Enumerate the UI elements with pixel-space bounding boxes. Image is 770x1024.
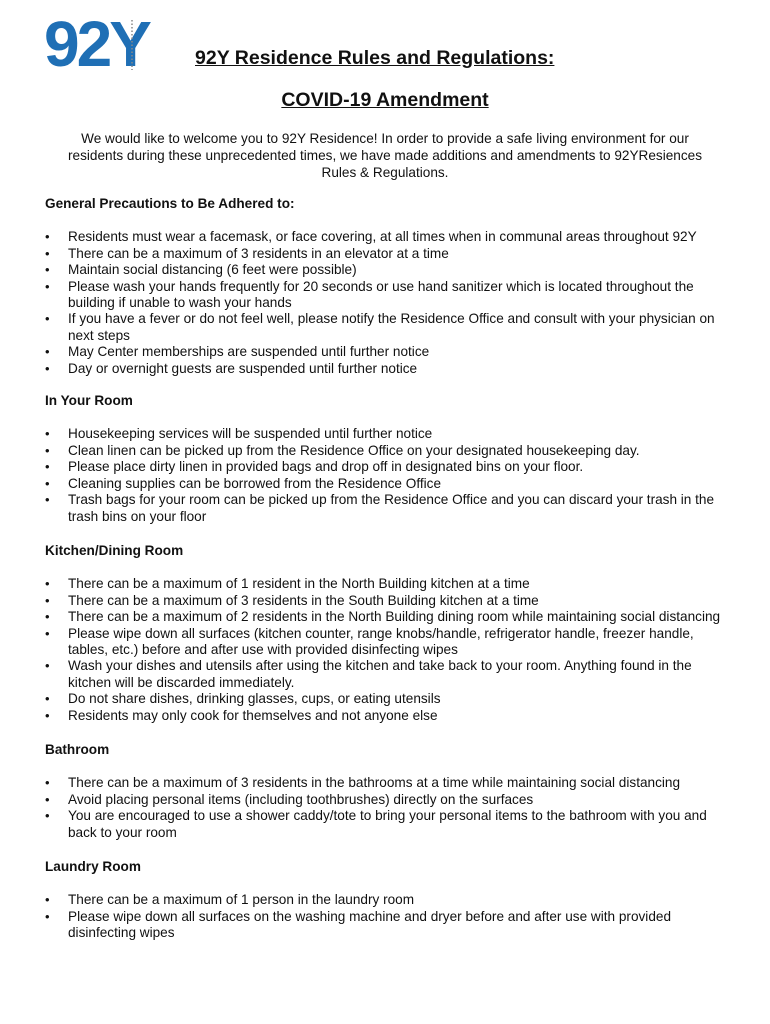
bullet-list	[45, 426, 735, 524]
section-heading: General Precautions to Be Adhered to:	[45, 196, 295, 211]
section-laundry-room	[45, 859, 735, 942]
list-item: • Day or overnight guests are suspended until further notice	[45, 361, 735, 377]
section-heading: Bathroom	[45, 741, 110, 757]
logo-text: 92Y	[44, 16, 149, 72]
section-general-precautions	[45, 196, 735, 377]
list-item: • There can be a maximum of 1 resident in the North Building kitchen at a time	[45, 576, 735, 592]
section-heading: In Your Room	[45, 393, 133, 409]
list-item: • Residents may only cook for themselves and not anyone else	[45, 708, 735, 724]
section-kitchen-dining	[45, 543, 735, 724]
list-item: • Please wipe down all surfaces (kitchen counter, range knobs/handle, refrigerator handle, freezer handle, tables, etc.) before and after use with provided disinfecting wipes	[45, 626, 735, 659]
list-item: • Please place dirty linen in provided bags and drop off in designated bins on your floor.	[45, 459, 735, 475]
list-item: • There can be a maximum of 1 person in the laundry room	[45, 892, 735, 908]
list-item: • Avoid placing personal items (including toothbrushes) directly on the surfaces	[45, 792, 735, 808]
bullet-list	[45, 576, 735, 724]
list-item: • Cleaning supplies can be borrowed from the Residence Office	[45, 476, 735, 492]
bullet-list	[45, 775, 735, 841]
section-heading: Laundry Room	[45, 859, 141, 874]
92y-logo-graphic	[44, 16, 189, 72]
list-item: • Clean linen can be picked up from the Residence Office on your designated housekeeping day.	[45, 443, 735, 459]
section-bathroom	[45, 742, 735, 841]
section-heading: Kitchen/Dining Room	[45, 542, 184, 558]
list-item: • Residents must wear a facemask, or face covering, at all times when in communal areas throughout 92Y	[45, 229, 735, 245]
list-item: • You are encouraged to use a shower caddy/tote to bring your personal items to the bathroom with you and back to your room	[45, 808, 735, 841]
list-item: • Do not share dishes, drinking glasses, cups, or eating utensils	[45, 691, 735, 707]
page-title: 92Y Residence Rules and Regulations:	[195, 47, 555, 69]
page-subtitle: COVID-19 Amendment	[281, 89, 489, 111]
list-item: • There can be a maximum of 3 residents in the bathrooms at a time while maintaining social distancing	[45, 775, 735, 791]
list-item: • Please wipe down all surfaces on the washing machine and dryer before and after use with provided disinfecting wipes	[45, 909, 735, 942]
list-item: • May Center memberships are suspended until further notice	[45, 344, 735, 360]
list-item: • There can be a maximum of 3 residents in an elevator at a time	[45, 246, 735, 262]
document-body	[45, 196, 735, 942]
list-item: • Maintain social distancing (6 feet were possible)	[45, 262, 735, 278]
list-item: • Trash bags for your room can be picked up from the Residence Office and you can discard your trash in the trash bins on your floor	[45, 492, 735, 525]
list-item: • There can be a maximum of 2 residents in the North Building dining room while maintaining social distancing	[45, 609, 735, 625]
list-item: • Wash your dishes and utensils after using the kitchen and take back to your room. Anything found in the kitchen will be discarded immediately.	[45, 658, 735, 691]
intro-paragraph: We would like to welcome you to 92Y Residence! In order to provide a safe living environment for our residents during these unprecedented times, we have made additions and amendments to 92YResiences Rules & Regulations.	[67, 131, 702, 180]
list-item: • Please wash your hands frequently for 20 seconds or use hand sanitizer which is located throughout the building if unable to wash your hands	[45, 279, 735, 312]
bullet-list	[45, 892, 735, 941]
list-item: • There can be a maximum of 3 residents in the South Building kitchen at a time	[45, 593, 735, 609]
92y-logo	[44, 16, 189, 72]
bullet-list	[45, 229, 735, 377]
section-in-your-room	[45, 393, 735, 525]
list-item: • If you have a fever or do not feel well, please notify the Residence Office and consult with your physician on next steps	[45, 311, 735, 344]
list-item: • Housekeeping services will be suspended until further notice	[45, 426, 735, 442]
